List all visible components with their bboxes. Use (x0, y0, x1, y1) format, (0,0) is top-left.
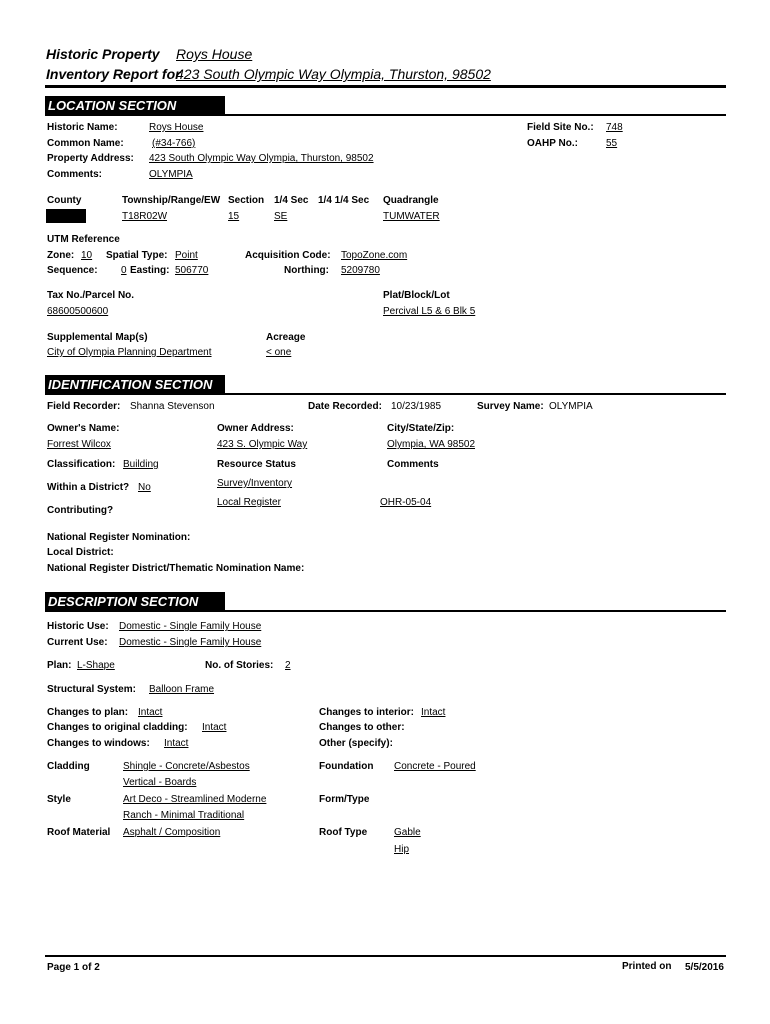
easting-value: 506770 (175, 265, 209, 276)
current-use-label: Current Use: (47, 637, 108, 648)
survey-name-label: Survey Name: (477, 401, 544, 412)
structural-system-label: Structural System: (47, 684, 136, 695)
nr-nomination-label: National Register Nomination: (47, 532, 191, 543)
roof-material-label: Roof Material (47, 827, 111, 838)
resource-status-label: Resource Status (217, 459, 296, 470)
classification-value: Building (123, 459, 159, 470)
identification-section-bar: IDENTIFICATION SECTION (45, 375, 225, 394)
style-value-1: Art Deco - Streamlined Moderne (123, 794, 267, 805)
historic-use-label: Historic Use: (47, 621, 109, 632)
utm-label: UTM Reference (47, 234, 120, 245)
other-specify-label: Other (specify): (319, 738, 393, 749)
nr-district-label: National Register District/Thematic Nomination Name: (47, 563, 305, 574)
changes-interior-value: Intact (421, 707, 446, 718)
resource-status-local-register: Local Register (217, 497, 281, 508)
owner-address-value: 423 S. Olympic Way (217, 439, 308, 450)
comments-value: OLYMPIA (149, 169, 193, 180)
header-label-property: Historic Property (46, 46, 160, 62)
classification-label: Classification: (47, 459, 116, 470)
style-value-2: Ranch - Minimal Traditional (123, 810, 245, 821)
sequence-value: 0 (121, 265, 127, 276)
owner-name-label: Owner's Name: (47, 423, 120, 434)
changes-windows-value: Intact (164, 738, 189, 749)
oahp-value: 55 (606, 138, 618, 149)
within-district-label: Within a District? (47, 482, 130, 493)
structural-system-value: Balloon Frame (149, 684, 215, 695)
resource-comment-ohr: OHR-05-04 (380, 497, 432, 508)
foundation-value: Concrete - Poured (394, 761, 476, 772)
county-label: County (47, 195, 82, 206)
cladding-value-2: Vertical - Boards (123, 777, 197, 788)
county-redacted-box (46, 209, 86, 223)
acquisition-label: Acquisition Code: (245, 250, 331, 261)
identification-rule (45, 393, 726, 395)
quadrangle-value: TUMWATER (383, 211, 440, 222)
changes-cladding-value: Intact (202, 722, 227, 733)
northing-label: Northing: (284, 265, 329, 276)
acreage-value: < one (266, 347, 292, 358)
cladding-value-1: Shingle - Concrete/Asbestos (123, 761, 250, 772)
header-property-name: Roys House (176, 46, 253, 62)
field-recorder-value: Shanna Stevenson (130, 401, 215, 412)
printed-on-label: Printed on (622, 961, 672, 972)
historic-name-label: Historic Name: (47, 122, 118, 133)
printed-on-date: 5/5/2016 (685, 962, 724, 973)
acquisition-value: TopoZone.com (341, 250, 408, 261)
quarter-section-value: SE (274, 211, 288, 222)
id-comments-label: Comments (387, 459, 439, 470)
description-section-bar: DESCRIPTION SECTION (45, 592, 225, 611)
location-section-bar: LOCATION SECTION (45, 96, 225, 115)
property-address-label: Property Address: (47, 153, 134, 164)
field-recorder-label: Field Recorder: (47, 401, 121, 412)
plat-label: Plat/Block/Lot (383, 290, 450, 301)
tax-parcel-label: Tax No./Parcel No. (47, 290, 135, 301)
page-number: Page 1 of 2 (47, 962, 100, 973)
style-label: Style (47, 794, 71, 805)
acreage-label: Acreage (266, 332, 306, 343)
roof-material-value: Asphalt / Composition (123, 827, 221, 838)
plat-value: Percival L5 & 6 Blk 5 (383, 306, 476, 317)
contributing-label: Contributing? (47, 505, 114, 516)
sequence-label: Sequence: (47, 265, 98, 276)
roof-type-label: Roof Type (319, 827, 368, 838)
changes-plan-label: Changes to plan: (47, 707, 129, 718)
survey-name-value: OLYMPIA (549, 401, 593, 412)
trs-value: T18R02W (122, 211, 168, 222)
changes-cladding-label: Changes to original cladding: (47, 722, 188, 733)
stories-value: 2 (285, 660, 291, 671)
location-rule (45, 114, 726, 116)
supplemental-map-value: City of Olympia Planning Department (47, 347, 212, 358)
zone-label: Zone: (47, 250, 75, 261)
oahp-label: OAHP No.: (527, 138, 578, 149)
resource-status-survey: Survey/Inventory (217, 478, 293, 489)
within-district-value: No (138, 482, 151, 493)
local-district-label: Local District: (47, 547, 114, 558)
spatial-type-value: Point (175, 250, 198, 261)
historic-use-value: Domestic - Single Family House (119, 621, 262, 632)
owner-name-value: Forrest Wilcox (47, 439, 111, 450)
form-type-label: Form/Type (319, 794, 370, 805)
section-value: 15 (228, 211, 240, 222)
header-rule (45, 85, 726, 88)
foundation-label: Foundation (319, 761, 374, 772)
property-address-value: 423 South Olympic Way Olympia, Thurston, 98502 (149, 153, 374, 164)
changes-plan-value: Intact (138, 707, 163, 718)
owner-address-label: Owner Address: (217, 423, 294, 434)
section-label: Section (228, 195, 265, 206)
quarter-quarter-label: 1/4 1/4 Sec (318, 195, 370, 206)
description-rule (45, 610, 726, 612)
field-site-label: Field Site No.: (527, 122, 594, 133)
stories-label: No. of Stories: (205, 660, 274, 671)
cladding-label: Cladding (47, 761, 90, 772)
plan-value: L-Shape (77, 660, 115, 671)
comments-label: Comments: (47, 169, 103, 180)
date-recorded-label: Date Recorded: (308, 401, 382, 412)
quadrangle-label: Quadrangle (383, 195, 439, 206)
roof-type-value-2: Hip (394, 844, 410, 855)
changes-interior-label: Changes to interior: (319, 707, 415, 718)
changes-windows-label: Changes to windows: (47, 738, 150, 749)
tax-parcel-value: 68600500600 (47, 306, 109, 317)
date-recorded-value: 10/23/1985 (391, 401, 442, 412)
quarter-section-label: 1/4 Sec (274, 195, 309, 206)
supplemental-map-label: Supplemental Map(s) (47, 332, 148, 343)
common-name-label: Common Name: (47, 138, 124, 149)
footer-rule (45, 955, 726, 957)
header-label-report: Inventory Report for (46, 66, 181, 82)
roof-type-value-1: Gable (394, 827, 421, 838)
easting-label: Easting: (130, 265, 170, 276)
plan-label: Plan: (47, 660, 72, 671)
current-use-value: Domestic - Single Family House (119, 637, 262, 648)
field-site-value: 748 (606, 122, 623, 133)
header-property-address: 423 South Olympic Way Olympia, Thurston, 98502 (176, 66, 491, 82)
city-state-zip-label: City/State/Zip: (387, 423, 455, 434)
trs-label: Township/Range/EW (122, 195, 221, 206)
historic-name-value: Roys House (149, 122, 204, 133)
common-name-value: (#34-766) (152, 138, 196, 149)
spatial-type-label: Spatial Type: (106, 250, 168, 261)
northing-value: 5209780 (341, 265, 380, 276)
city-state-zip-value: Olympia, WA 98502 (387, 439, 476, 450)
zone-value: 10 (81, 250, 93, 261)
changes-other-label: Changes to other: (319, 722, 405, 733)
